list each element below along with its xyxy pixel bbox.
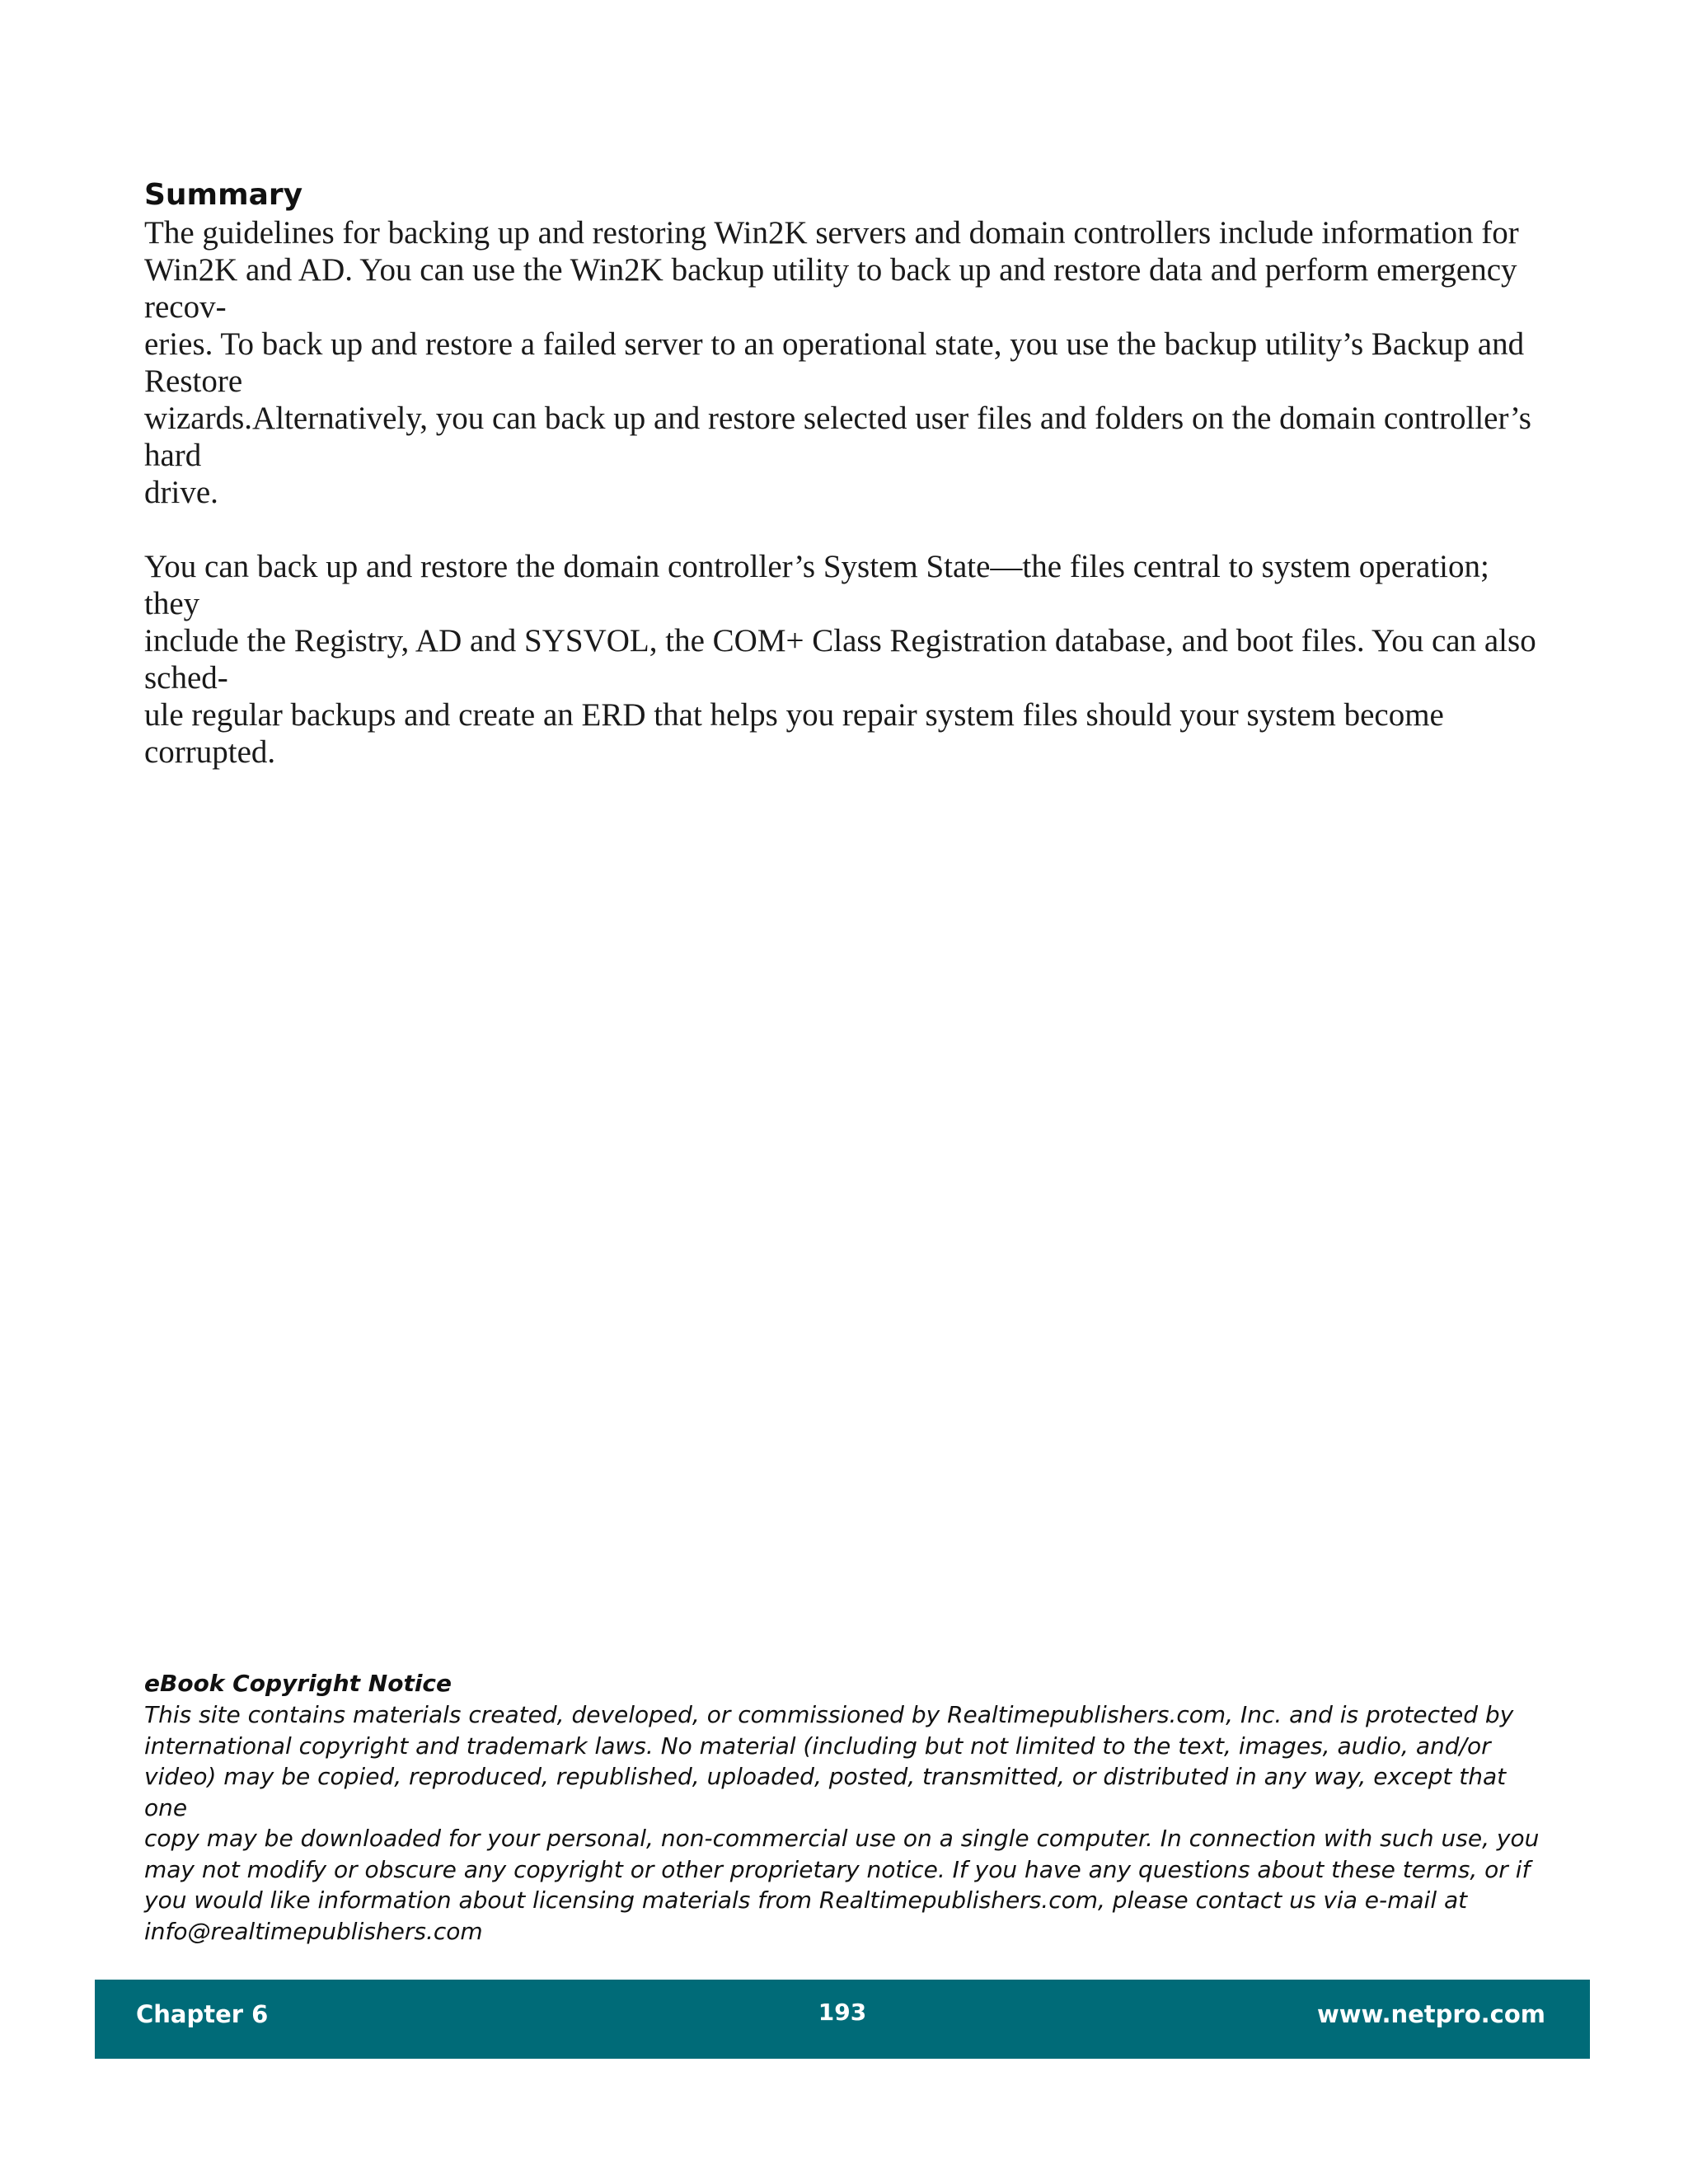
notice-line: you would like information about licensing materials from Realtimepublishers.com, please contact us via e-mail at bbox=[144, 1886, 1468, 1914]
notice-line: international copyright and trademark laws. No material (including but not limited to the text, images, audio, and/or bbox=[144, 1732, 1491, 1760]
summary-paragraph-2 bbox=[144, 548, 1545, 771]
footer-website-link[interactable]: www.netpro.com bbox=[1316, 2000, 1545, 2028]
notice-email: info@realtimepublishers.com bbox=[144, 1917, 483, 1945]
footer-chapter: Chapter 6 bbox=[136, 2000, 269, 2028]
footer-page-number: 193 bbox=[818, 1999, 867, 2026]
paragraph-line: wizards.Alternatively, you can back up and restore selected user files and folders on the domain controller’s hard bbox=[144, 401, 1531, 473]
paragraph-line: include the Registry, AD and SYSVOL, the COM+ Class Registration database, and boot files. You can also sched- bbox=[144, 623, 1536, 696]
summary-section bbox=[144, 176, 1545, 771]
paragraph-line: You can back up and restore the domain controller’s System State—the files central to system operation; they bbox=[144, 549, 1489, 621]
notice-line: This site contains materials created, developed, or commissioned by Realtimepublishers.com, Inc. and is protected by bbox=[144, 1701, 1514, 1728]
paragraph-line: eries. To back up and restore a failed server to an operational state, you use the backup utility’s Backup and Restore bbox=[144, 326, 1525, 399]
summary-heading: Summary bbox=[144, 178, 303, 212]
paragraph-line: The guidelines for backing up and restoring Win2K servers and domain controllers include information for bbox=[144, 215, 1519, 251]
notice-line: may not modify or obscure any copyright or other proprietary notice. If you have any questions about these terms, or if bbox=[144, 1855, 1531, 1883]
paragraph-line: drive. bbox=[144, 475, 218, 510]
copyright-notice bbox=[144, 1668, 1545, 1947]
page-footer bbox=[95, 1980, 1590, 2059]
notice-line: video) may be copied, reproduced, republished, uploaded, posted, transmitted, or distributed in any way, except that one bbox=[144, 1763, 1507, 1821]
copyright-notice-title: eBook Copyright Notice bbox=[144, 1670, 452, 1697]
paragraph-line: ule regular backups and create an ERD that helps you repair system files should your system become corrupted. bbox=[144, 697, 1444, 770]
notice-line: copy may be downloaded for your personal, non-commercial use on a single computer. In connection with such use, you bbox=[144, 1825, 1540, 1852]
summary-paragraph-1 bbox=[144, 214, 1545, 511]
paragraph-spacer bbox=[144, 511, 1545, 548]
copyright-notice-body bbox=[144, 1699, 1545, 1947]
paragraph-line: Win2K and AD. You can use the Win2K backup utility to back up and restore data and perform emergency recov- bbox=[144, 252, 1517, 325]
